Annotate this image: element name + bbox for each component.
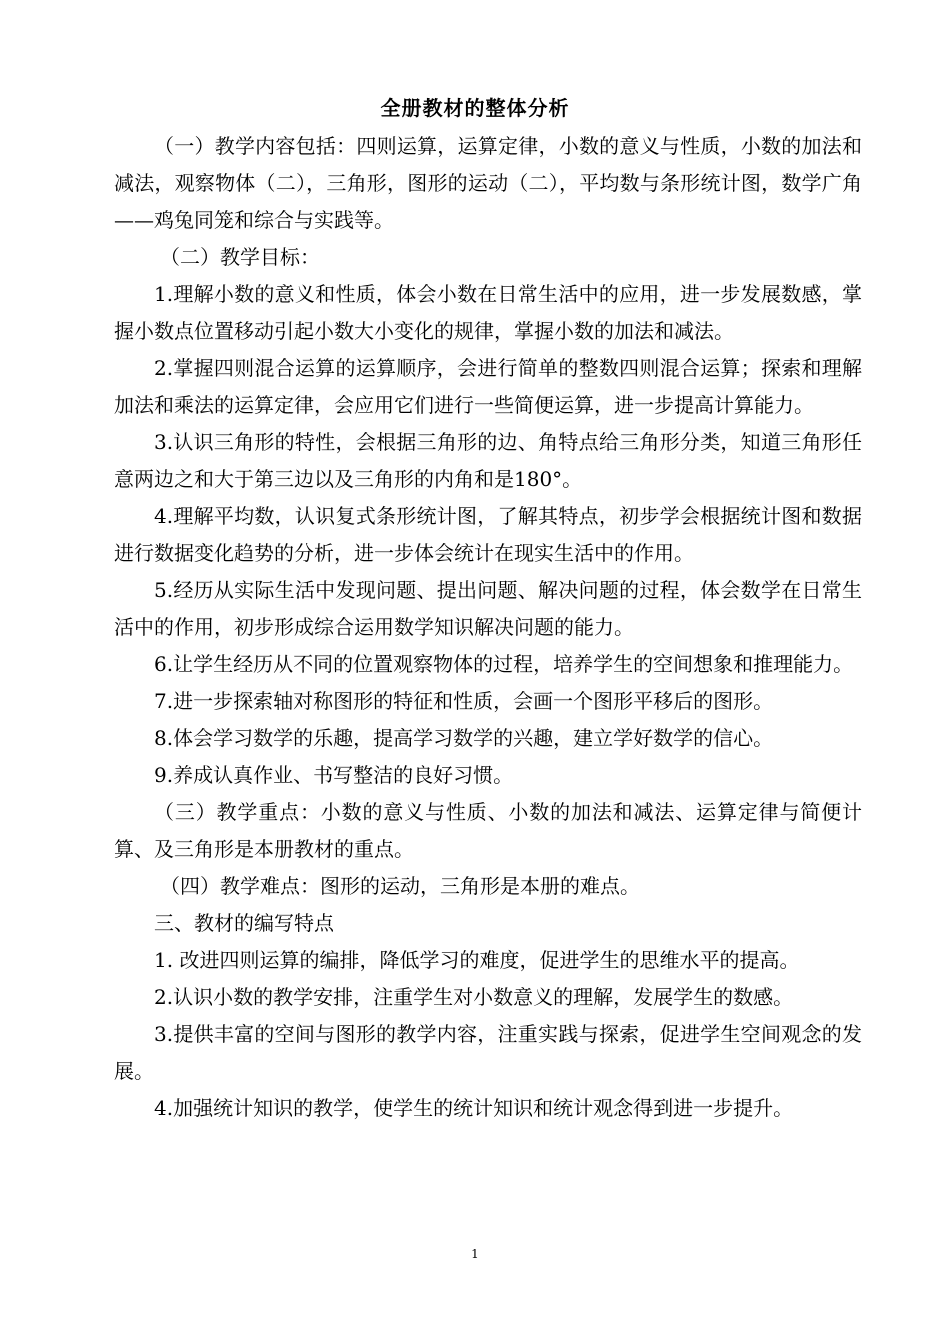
paragraph-teaching-content: （一）教学内容包括：四则运算，运算定律，小数的意义与性质，小数的加法和减法，观察物体（二），三角形，图形的运动（二），平均数与条形统计图，数学广角——鸡兔同笼和综合与实践等。 (114, 134, 862, 232)
document-title: 全册教材的整体分析 (380, 96, 570, 120)
paragraph-feature-2: 2.认识小数的教学安排，注重学生对小数意义的理解，发展学生的数感。 (154, 985, 794, 1009)
section-heading-features: 三、教材的编写特点 (154, 911, 334, 935)
paragraph-goal-4: 4.理解平均数，认识复式条形统计图，了解其特点，初步学会根据统计图和数据进行数据变化趋势的分析，进一步体会统计在现实生活中的作用。 (114, 504, 862, 565)
page-number: 1 (471, 1247, 479, 1261)
paragraph-feature-4: 4.加强统计知识的教学，使学生的统计知识和统计观念得到进一步提升。 (154, 1096, 794, 1120)
paragraph-feature-1: 1. 改进四则运算的编排，降低学习的难度，促进学生的思维水平的提高。 (154, 948, 800, 972)
paragraph-key-points: （三）教学重点：小数的意义与性质、小数的加法和减法、运算定律与简便计算、及三角形是本册教材的重点。 (114, 800, 862, 861)
paragraph-goal-2: 2.掌握四则混合运算的运算顺序，会进行简单的整数四则混合运算；探索和理解加法和乘法的运算定律，会应用它们进行一些简便运算，进一步提高计算能力。 (114, 356, 862, 417)
paragraph-goal-5: 5.经历从实际生活中发现问题、提出问题、解决问题的过程，体会数学在日常生活中的作用，初步形成综合运用数学知识解决问题的能力。 (114, 578, 862, 639)
paragraph-goal-3: 3.认识三角形的特性，会根据三角形的边、角特点给三角形分类，知道三角形任意两边之和大于第三边以及三角形的内角和是180°。 (114, 430, 862, 491)
paragraph-goal-9: 9.养成认真作业、书写整洁的良好习惯。 (154, 763, 514, 787)
paragraph-feature-3: 3.提供丰富的空间与图形的教学内容，注重实践与探索，促进学生空间观念的发展。 (114, 1022, 862, 1083)
document-body (114, 128, 862, 1127)
paragraph-teaching-goals-heading: （二）教学目标： (160, 245, 320, 269)
paragraph-goal-7: 7.进一步探索轴对称图形的特征和性质，会画一个图形平移后的图形。 (154, 689, 774, 713)
paragraph-difficulties: （四）教学难点：图形的运动，三角形是本册的难点。 (160, 874, 640, 898)
paragraph-goal-6: 6.让学生经历从不同的位置观察物体的过程，培养学生的空间想象和推理能力。 (154, 652, 854, 676)
paragraph-goal-8: 8.体会学习数学的乐趣，提高学习数学的兴趣，建立学好数学的信心。 (154, 726, 774, 750)
paragraph-goal-1: 1.理解小数的意义和性质，体会小数在日常生活中的应用，进一步发展数感，掌握小数点位置移动引起小数大小变化的规律，掌握小数的加法和减法。 (114, 282, 862, 343)
